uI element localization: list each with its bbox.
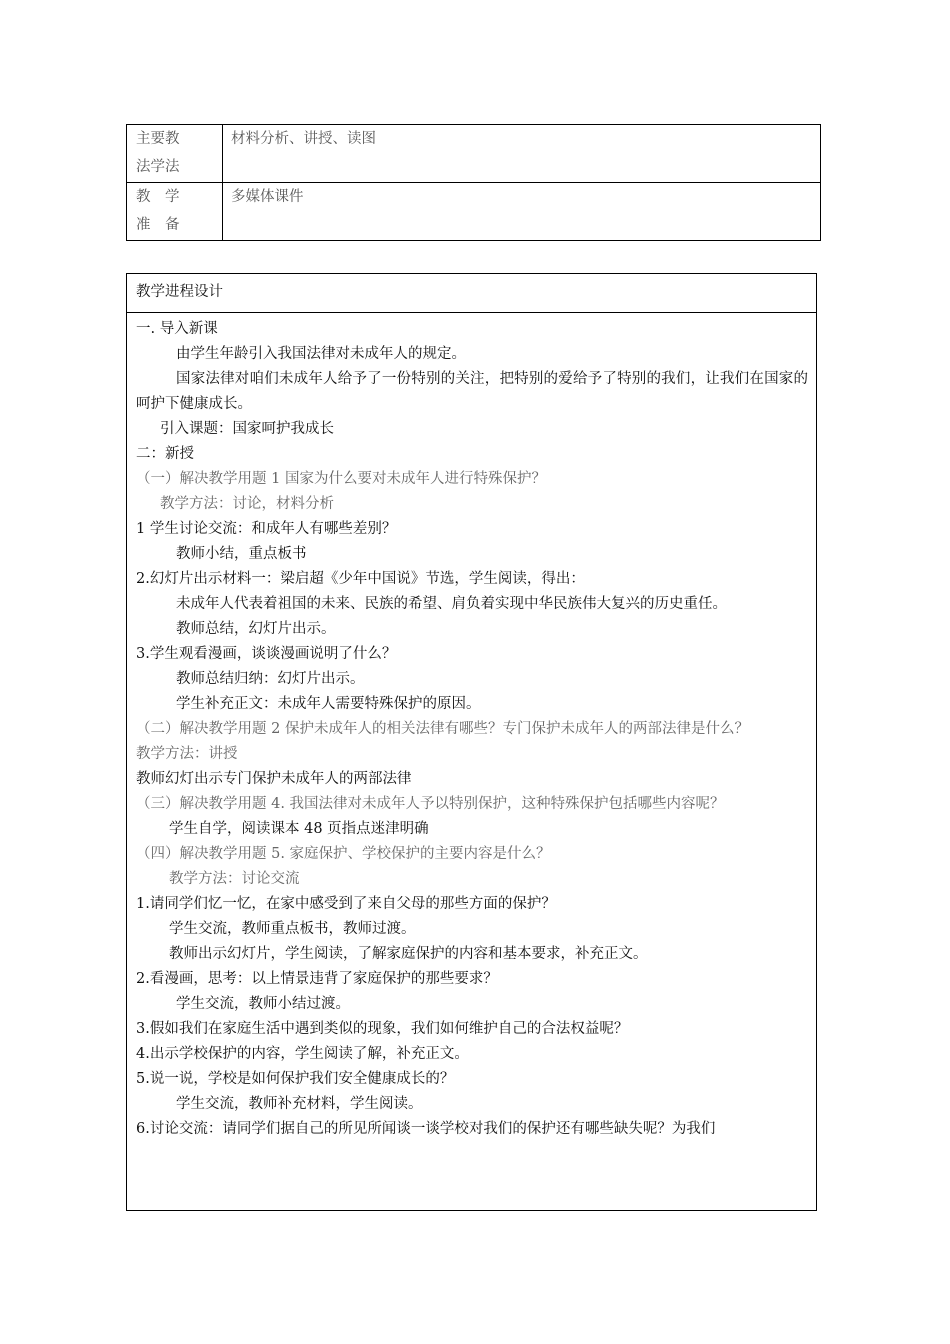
info-label-methods [127, 125, 223, 183]
question-3: （三）解决教学用题 4. 我国法律对未成年人予以特别保护，这种特殊保护包括哪些内容呢？ [136, 796, 725, 812]
step-1-2-note: 教师总结，幻灯片出示。 [176, 621, 336, 637]
step-4-3: 3.假如我们在家庭生活中遇到类似的现象，我们如何维护自己的合法权益呢？ [136, 1021, 629, 1037]
intro-topic: 引入课题：国家呵护我成长 [160, 421, 334, 437]
process-body [127, 313, 816, 1210]
step-3-1: 学生自学，阅读课本 48 页指点迷津明确 [169, 821, 429, 837]
info-row-preparation [127, 183, 821, 241]
question-4: （四）解决教学用题 5. 家庭保护、学校保护的主要内容是什么？ [136, 846, 551, 862]
step-4-2: 2.看漫画，思考：以上情景违背了家庭保护的那些要求？ [136, 971, 498, 987]
info-label-methods-text: 主要教法学法 [136, 131, 180, 175]
info-label-preparation-line1: 教 学 [136, 189, 180, 205]
section-intro-heading: 一. 导入新课 [136, 321, 218, 337]
info-label-preparation-line2: 准 备 [136, 217, 180, 233]
step-1-3-note-b: 学生补充正文：未成年人需要特殊保护的原因。 [176, 696, 481, 712]
step-4-2-note: 学生交流，教师小结过渡。 [176, 996, 350, 1012]
info-value-preparation: 多媒体课件 [223, 183, 821, 241]
step-1-1-note: 教师小结，重点板书 [176, 546, 307, 562]
step-1-3-note-a: 教师总结归纳：幻灯片出示。 [176, 671, 365, 687]
step-1-2-paragraph: 未成年人代表着祖国的未来、民族的希望、肩负着实现中华民族伟大复兴的历史重任。 [176, 596, 727, 612]
process-header: 教学进程设计 [127, 274, 816, 313]
step-1-2: 2.幻灯片出示材料一：梁启超《少年中国说》节选，学生阅读，得出： [136, 571, 585, 587]
info-table [126, 124, 821, 241]
step-4-1-note-a: 学生交流，教师重点板书，教师过渡。 [169, 921, 416, 937]
info-value-methods: 材料分析、讲授、读图 [223, 125, 821, 183]
question-1: （一）解决教学用题 1 国家为什么要对未成年人进行特殊保护？ [136, 471, 546, 487]
step-4-5-note: 学生交流，教师补充材料，学生阅读。 [176, 1096, 423, 1112]
step-4-4: 4.出示学校保护的内容，学生阅读了解，补充正文。 [136, 1046, 469, 1062]
method-2: 教学方法：讲授 [136, 746, 238, 762]
info-label-preparation [127, 183, 223, 241]
step-1-3: 3.学生观看漫画，谈谈漫画说明了什么？ [136, 646, 397, 662]
question-2: （二）解决教学用题 2 保护未成年人的相关法律有哪些？专门保护未成年人的两部法律是什么？ [136, 721, 749, 737]
intro-paragraph: 国家法律对咱们未成年人给予了一份特别的关注，把特别的爱给予了特别的我们，让我们在国家的呵护下健康成长。 [136, 371, 808, 412]
info-row-methods [127, 125, 821, 183]
process-table [126, 273, 817, 1211]
step-2-1: 教师幻灯出示专门保护未成年人的两部法律 [136, 771, 412, 787]
step-4-5: 5.说一说，学校是如何保护我们安全健康成长的？ [136, 1071, 455, 1087]
step-4-1-note-b: 教师出示幻灯片，学生阅读，了解家庭保护的内容和基本要求，补充正文。 [169, 946, 648, 962]
intro-line: 由学生年龄引入我国法律对未成年人的规定。 [176, 346, 466, 362]
method-1: 教学方法：讨论，材料分析 [160, 496, 334, 512]
method-4: 教学方法：讨论交流 [169, 871, 300, 887]
step-4-6: 6.讨论交流：请同学们据自己的所见所闻谈一谈学校对我们的保护还有哪些缺失呢？为我们 [136, 1121, 716, 1137]
section-new-heading: 二：新授 [136, 446, 194, 462]
step-1-1: 1 学生讨论交流：和成年人有哪些差别？ [136, 521, 397, 537]
step-4-1: 1.请同学们忆一忆，在家中感受到了来自父母的那些方面的保护？ [136, 896, 556, 912]
